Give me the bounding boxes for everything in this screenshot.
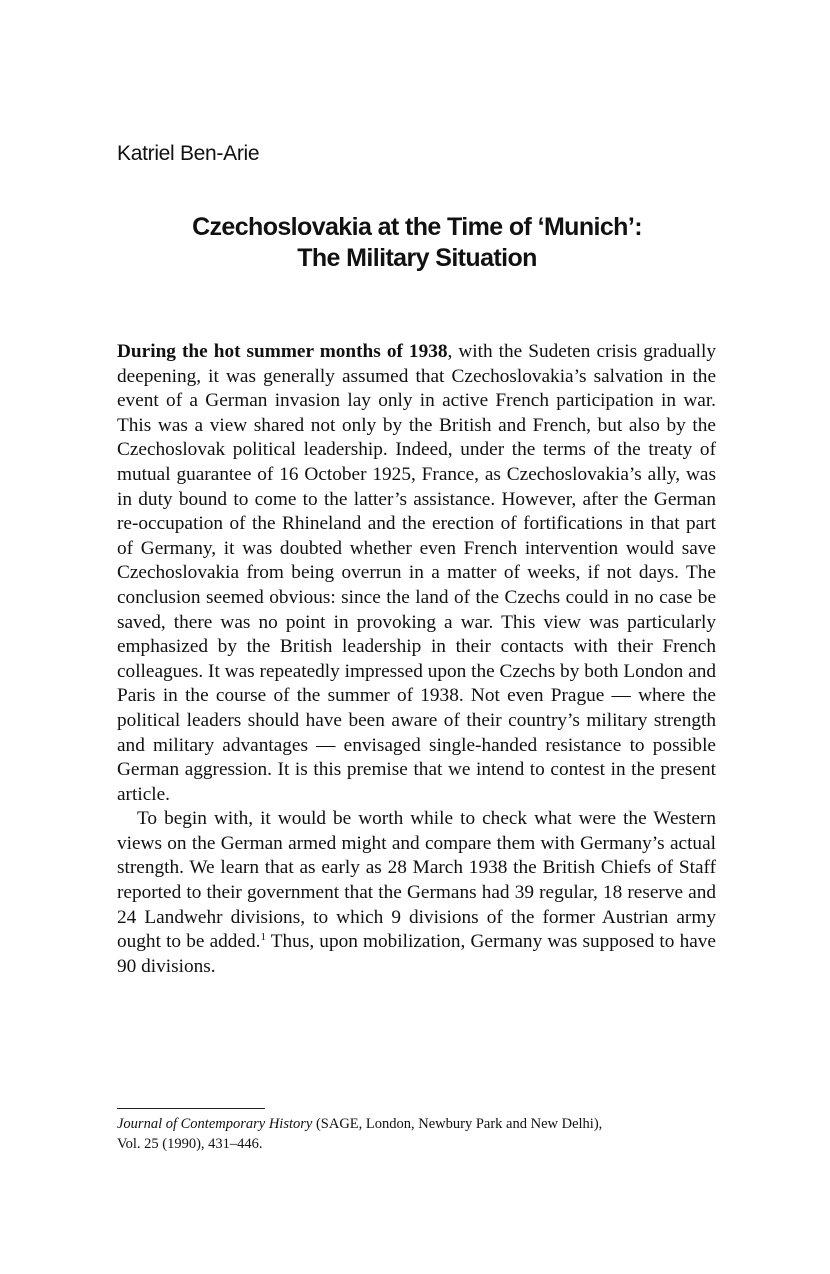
publisher-info: (SAGE, London, Newbury Park and New Delhi), <box>312 1116 603 1132</box>
citation-footer <box>117 1114 727 1154</box>
citation-line-2: Vol. 25 (1990), 431–446. <box>117 1136 263 1152</box>
article-body <box>117 340 716 979</box>
lead-in-text: During the hot summer months of 1938 <box>117 341 448 362</box>
footnote-divider <box>117 1108 265 1109</box>
journal-name: Journal of Contemporary History <box>117 1116 313 1132</box>
citation-line-1 <box>117 1114 727 1134</box>
paragraph-2-text-a: To begin with, it would be worth while to check what were the Western views on the German armed might and compare them with Germany’s actual strength. We learn that as early as 28 March 1938 the British Chiefs of Staff reported to their government that the Germans had 39 regular, 18 reserve and 24 Landwehr divisions, to which 9 divisions of the former Austrian army ought to be added. <box>117 808 716 953</box>
paragraph-1-text: , with the Sudeten crisis gradually deepening, it was generally assumed that Czechoslovakia’s salvation in the event of a German invasion lay only in active French participation in war. This was a view shared not only by the British and French, but also by the Czechoslovak political leadership. Indeed, under the terms of the treaty of mutual guarantee of 16 October 1925, France, as Czechoslovakia’s ally, was in duty bound to come to the latter’s assistance. However, after the German re-occupation of the Rhineland and the erection of fortifications in that part of Germany, it was doubted whether even French intervention would save Czechoslovakia from being overrun in a matter of weeks, if not days. The conclusion seemed obvious: since the land of the Czechs could in no case be saved, there was no point in provoking a war. This view was particularly emphasized by the British leadership in their contacts with their French colleagues. It was repeatedly impressed upon the Czechs by both London and Paris in the course of the summer of 1938. Not even Prague — where the political leaders should have been aware of their country’s military strength and military advantages — envisaged single-handed resistance to possible German aggression. It is this premise that we intend to contest in the present article. <box>117 341 717 805</box>
paragraph-1 <box>117 340 716 807</box>
author-name: Katriel Ben-Arie <box>117 142 260 165</box>
footnote-reference: 1 <box>260 931 266 944</box>
article-title-line-1: Czechoslovakia at the Time of ‘Munich’: <box>192 213 642 241</box>
paragraph-2 <box>117 807 716 979</box>
article-title <box>117 212 717 274</box>
paragraph-2-text-b: Thus, upon mobilization, Germany was supposed to have 90 divisions. <box>117 931 716 977</box>
article-title-line-2: The Military Situation <box>297 244 537 272</box>
